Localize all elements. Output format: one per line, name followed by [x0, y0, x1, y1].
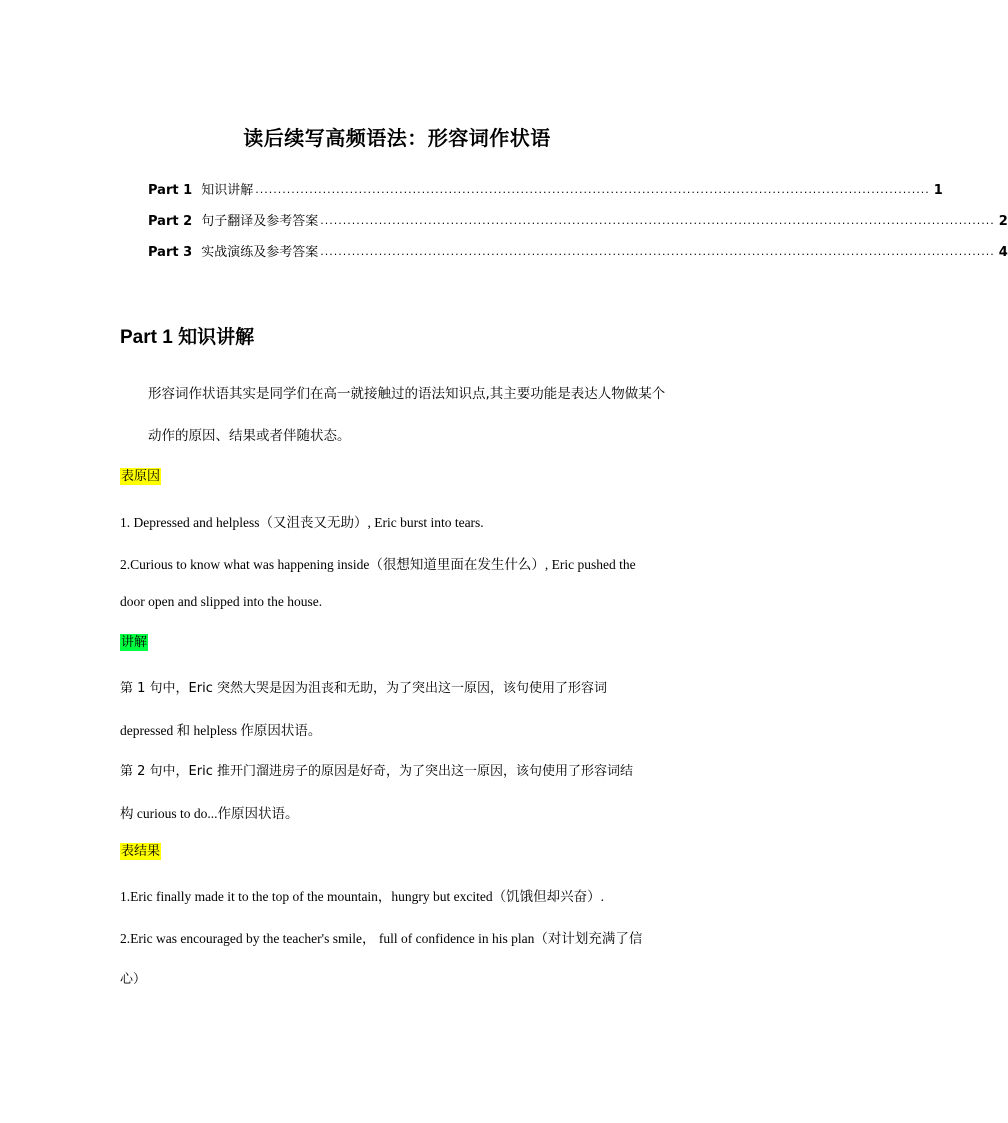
section-heading: Part 1 知识讲解 — [120, 327, 255, 348]
toc-part: Part 3 — [148, 245, 193, 260]
toc-part: Part 1 — [148, 183, 193, 198]
reason-example-1: 1. Depressed and helpless（又沮丧又无助）, Eric burst into tears. — [120, 515, 484, 530]
toc-leader: ...................................................................................................................................................... — [320, 245, 995, 258]
toc-entry-part3[interactable] — [148, 240, 1008, 260]
document-title: 读后续写高频语法：形容词作状语 — [243, 126, 551, 150]
toc-entry-part1[interactable] — [148, 178, 943, 198]
explain-1-line1: 第 1 句中，Eric 突然大哭是因为沮丧和无助，为了突出这一原因，该句使用了形容词 — [120, 681, 607, 696]
tag-explain: 讲解 — [121, 635, 148, 650]
toc-leader: ...................................................................................................................................................... — [255, 183, 930, 196]
explain-2-line1: 第 2 句中，Eric 推开门溜进房子的原因是好奇，为了突出这一原因，该句使用了形容词结 — [120, 764, 633, 779]
result-example-2-line1: 2.Eric was encouraged by the teacher's smile， full of confidence in his plan（对计划充满了信 — [120, 931, 643, 946]
toc-label: 知识讲解 — [201, 183, 254, 198]
toc-page-number: 4 — [998, 245, 1008, 260]
toc-page-number: 1 — [933, 183, 943, 198]
toc-label: 句子翻译及参考答案 — [201, 214, 319, 229]
toc-part: Part 2 — [148, 214, 193, 229]
explain-1-line2: depressed 和 helpless 作原因状语。 — [120, 723, 322, 738]
toc-entry-part2[interactable] — [148, 209, 1008, 229]
explain-2-line2: 构 curious to do...作原因状语。 — [120, 806, 299, 821]
tag-result: 表结果 — [121, 844, 161, 859]
reason-example-2-line1: 2.Curious to know what was happening inside（很想知道里面在发生什么）, Eric pushed the — [120, 557, 636, 572]
result-example-2-line2: 心） — [120, 972, 147, 987]
tag-reason: 表原因 — [121, 469, 161, 484]
intro-paragraph — [120, 373, 676, 457]
result-example-1: 1.Eric finally made it to the top of the mountain，hungry but excited（饥饿但却兴奋）. — [120, 889, 605, 904]
toc-label: 实战演练及参考答案 — [201, 245, 319, 260]
intro-text: 形容词作状语其实是同学们在高一就接触过的语法知识点,其主要功能是表达人物做某个动作的原因、结果或者伴随状态。 — [148, 386, 666, 444]
reason-example-2-line2: door open and slipped into the house. — [120, 594, 323, 609]
toc-leader: ...................................................................................................................................................... — [320, 214, 995, 227]
toc-page-number: 2 — [998, 214, 1008, 229]
